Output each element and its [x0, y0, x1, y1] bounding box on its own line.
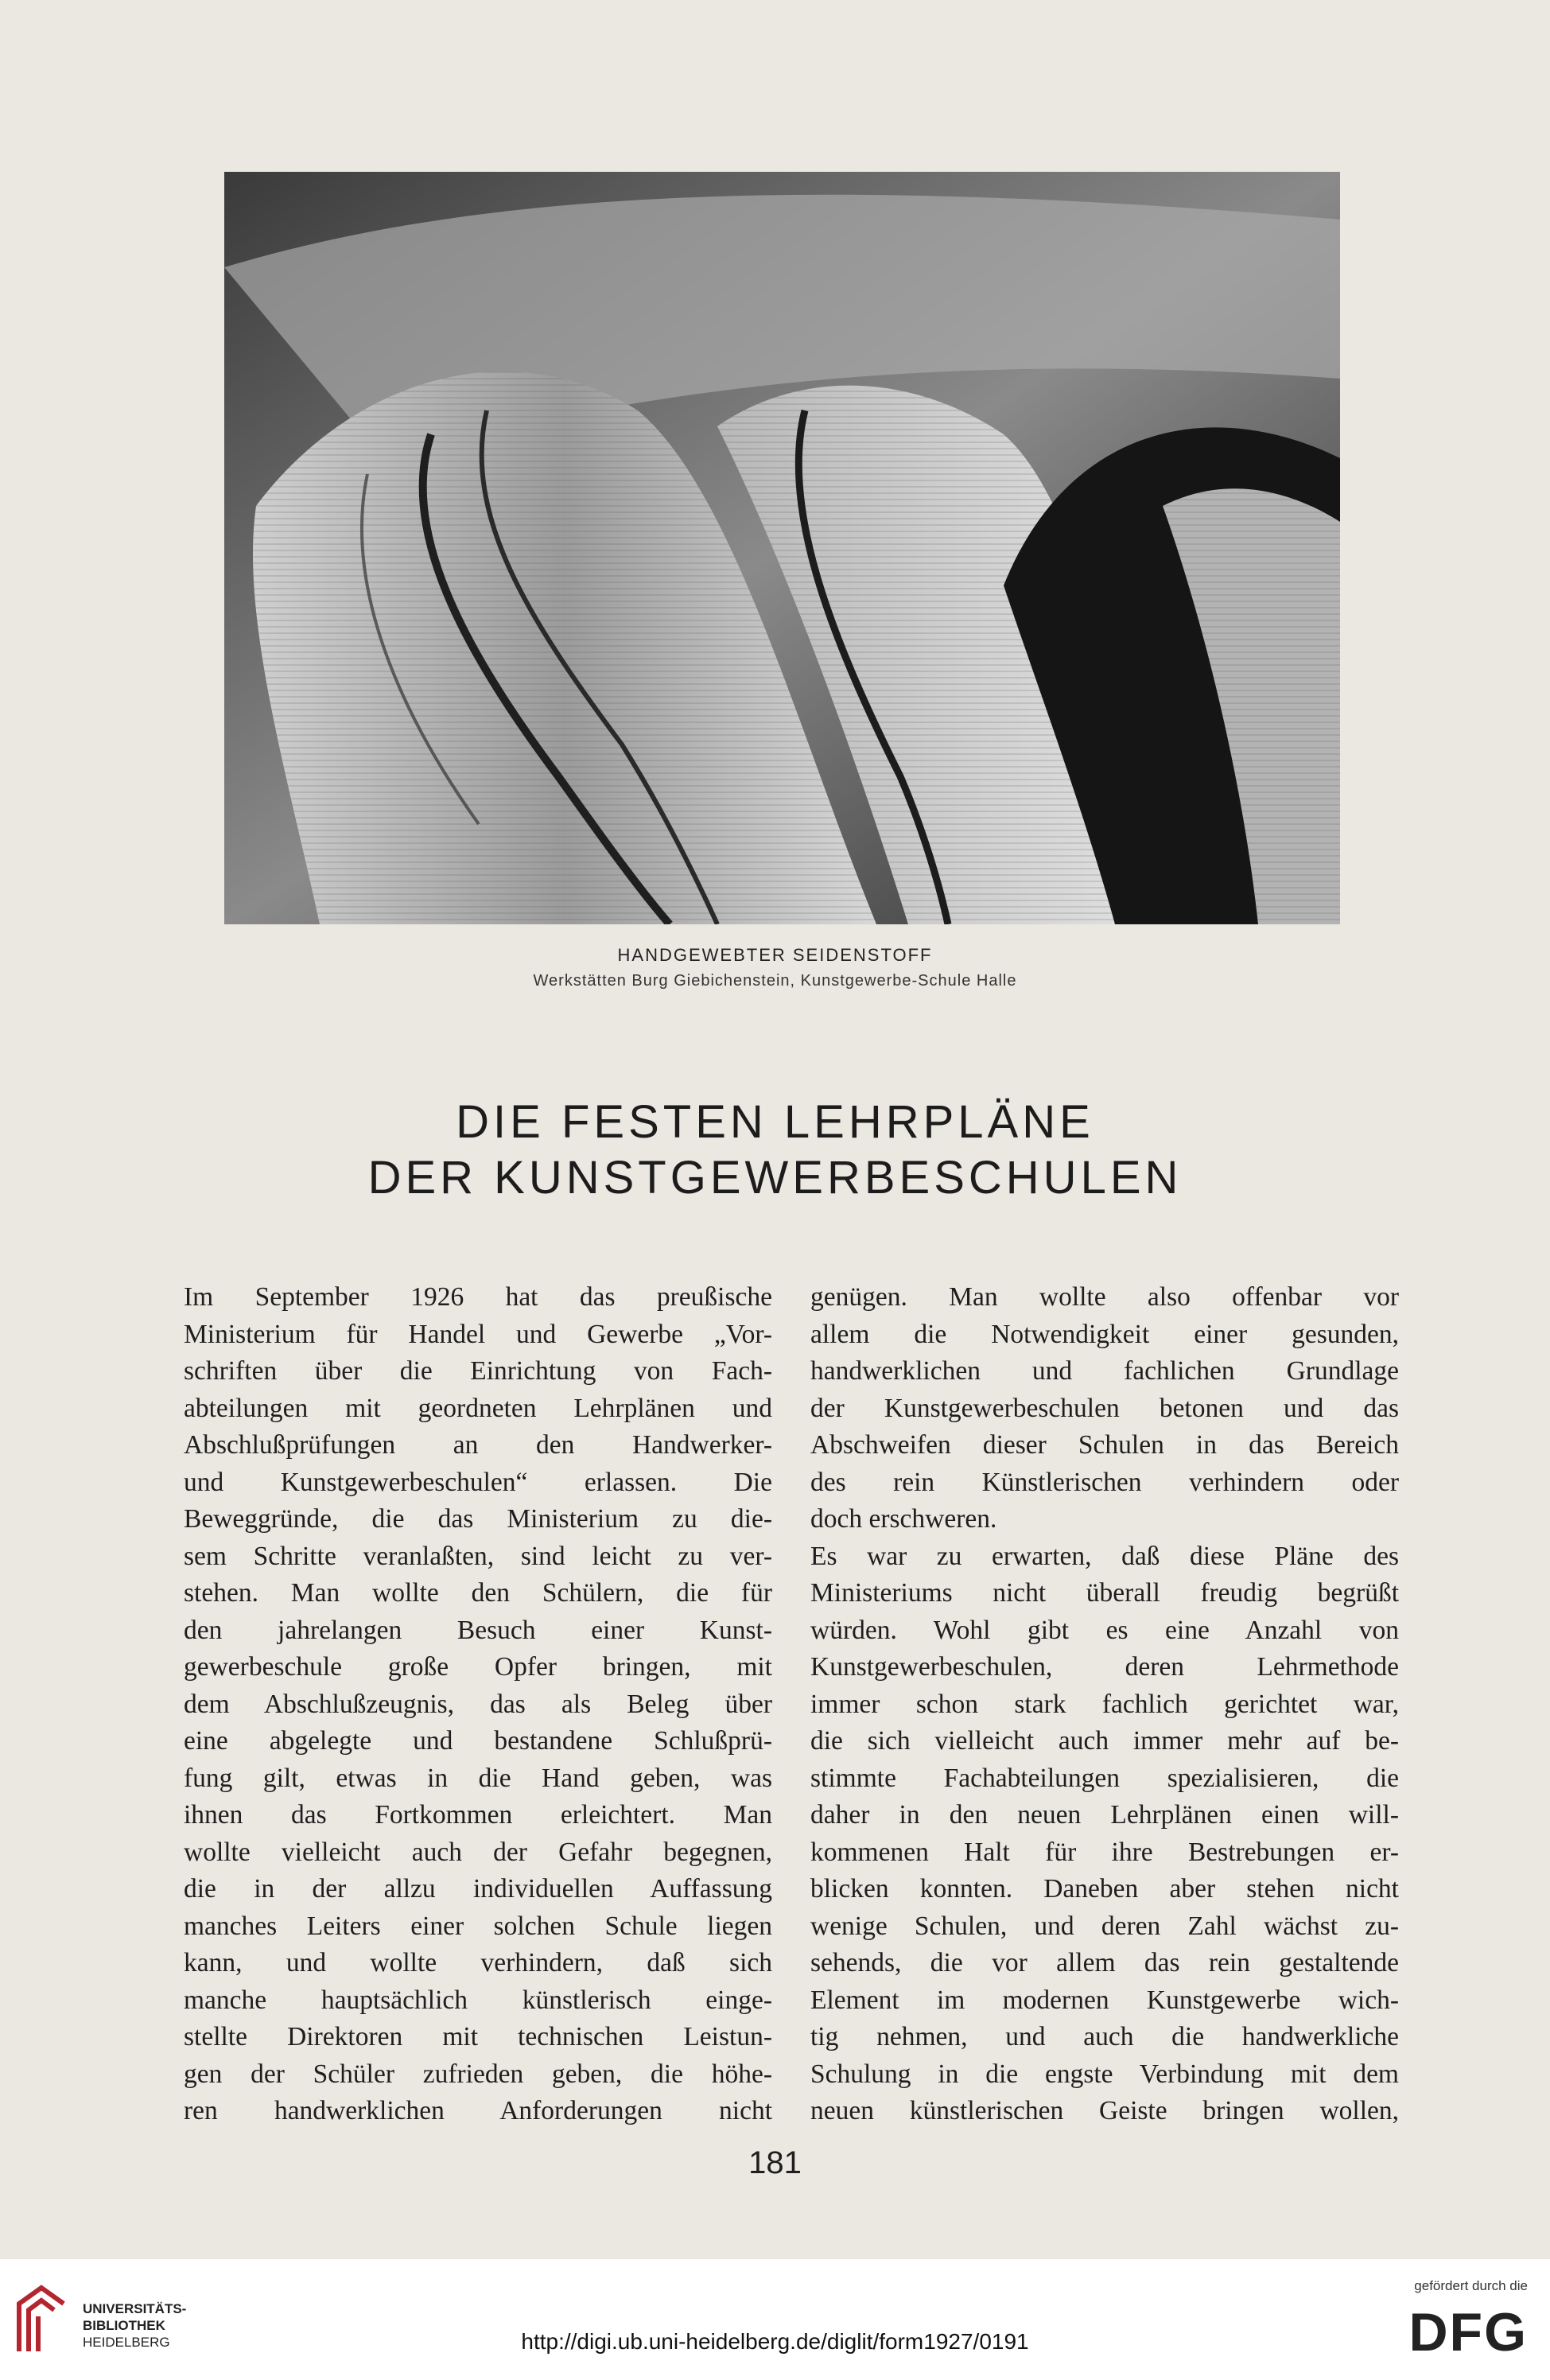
photo-caption-credit: Werkstätten Burg Giebichenstein, Kunstgewerbe-Schule Halle [533, 972, 1017, 990]
text-line: gen der Schüler zufrieden geben, die höhe- [184, 2059, 772, 2089]
library-name-line1: UNIVERSITÄTS- [83, 2301, 187, 2316]
text-line: sem Schritte veranlaßten, sind leicht zu ver- [184, 1541, 772, 1571]
page-number: 181 [748, 2145, 802, 2180]
text-line: blicken konnten. Daneben aber stehen nicht [810, 1874, 1399, 1904]
text-line: Abschlußprüfungen an den Handwerker- [184, 1430, 772, 1460]
text-line: handwerklichen und fachlichen Grundlage [810, 1356, 1399, 1386]
text-line: würden. Wohl gibt es eine Anzahl von [810, 1615, 1399, 1645]
text-column-right [810, 1279, 1399, 2130]
text-line: Es war zu erwarten, daß diese Pläne des [810, 1541, 1399, 1571]
text-line: neuen künstlerischen Geiste bringen wollen, [810, 2096, 1399, 2125]
text-line: allem die Notwendigkeit einer gesunden, [810, 1319, 1399, 1349]
text-line: manche hauptsächlich künstlerisch einge- [184, 1985, 772, 2015]
text-line: Schulung in die engste Verbindung mit dem [810, 2059, 1399, 2089]
text-line: schriften über die Einrichtung von Fach- [184, 1356, 772, 1386]
source-url-link[interactable]: http://digi.ub.uni-heidelberg.de/diglit/form1927/0191 [521, 2329, 1029, 2354]
text-line: Kunstgewerbeschulen, deren Lehrmethode [810, 1652, 1399, 1682]
text-line: Element im modernen Kunstgewerbe wich- [810, 1985, 1399, 2015]
text-line: gewerbeschule große Opfer bringen, mit [184, 1652, 772, 1682]
library-name-line3: HEIDELBERG [83, 2335, 170, 2350]
text-line: eine abgelegte und bestandene Schlußprü- [184, 1726, 772, 1756]
text-line: die in der allzu individuellen Auffassung [184, 1874, 772, 1904]
text-line: tig nehmen, und auch die handwerkliche [810, 2022, 1399, 2051]
funding-label: gefördert durch die [1414, 2278, 1528, 2293]
text-line: den jahrelangen Besuch einer Kunst- [184, 1615, 772, 1645]
text-line: der Kunstgewerbeschulen betonen und das [810, 1393, 1399, 1423]
text-line: sehends, die vor allem das rein gestaltende [810, 1948, 1399, 1978]
text-line: Abschweifen dieser Schulen in das Bereich [810, 1430, 1399, 1460]
text-line: stellte Direktoren mit technischen Leistun- [184, 2022, 772, 2051]
library-name-line2: BIBLIOTHEK [83, 2318, 165, 2333]
text-line: stehen. Man wollte den Schülern, die für [184, 1578, 772, 1608]
photo-caption-title: HANDGEWEBTER SEIDENSTOFF [617, 945, 933, 965]
text-line: stimmte Fachabteilungen spezialisieren, die [810, 1763, 1399, 1793]
text-line: Ministerium für Handel und Gewerbe „Vor- [184, 1319, 772, 1349]
text-line: und Kunstgewerbeschulen“ erlassen. Die [184, 1467, 772, 1497]
text-line: ren handwerklichen Anforderungen nicht [184, 2096, 772, 2125]
text-line: Beweggründe, die das Ministerium zu die- [184, 1504, 772, 1534]
article-heading-line1: DIE FESTEN LEHRPLÄNE [456, 1096, 1094, 1148]
fabric-image [224, 172, 1340, 924]
text-line: Im September 1926 hat das preußische [184, 1282, 772, 1312]
text-line: ihnen das Fortkommen erleichtert. Man [184, 1800, 772, 1830]
digitization-footer [0, 2259, 1550, 2380]
text-line: immer schon stark fachlich gerichtet war, [810, 1689, 1399, 1719]
text-line: daher in den neuen Lehrplänen einen will- [810, 1800, 1399, 1830]
text-line: die sich vielleicht auch immer mehr auf be- [810, 1726, 1399, 1756]
text-line: wollte vielleicht auch der Gefahr begegnen, [184, 1837, 772, 1867]
text-line: kommenen Halt für ihre Bestrebungen er- [810, 1837, 1399, 1867]
text-line: fung gilt, etwas in die Hand geben, was [184, 1763, 772, 1793]
text-line: des rein Künstlerischen verhindern oder [810, 1467, 1399, 1497]
text-column-left [184, 1279, 772, 2130]
text-line: manches Leiters einer solchen Schule liegen [184, 1911, 772, 1941]
text-line: doch erschweren. [810, 1504, 997, 1534]
text-line: kann, und wollte verhindern, daß sich [184, 1948, 772, 1978]
article-heading-line2: DER KUNSTGEWERBESCHULEN [367, 1152, 1183, 1204]
dfg-logo: DFG [1408, 2302, 1528, 2362]
text-line: dem Abschlußzeugnis, das als Beleg über [184, 1689, 772, 1719]
text-line: wenige Schulen, und deren Zahl wächst zu- [810, 1911, 1399, 1941]
text-line: genügen. Man wollte also offenbar vor [810, 1282, 1399, 1312]
silk-fabric-photo [224, 172, 1340, 924]
text-line: abteilungen mit geordneten Lehrplänen und [184, 1393, 772, 1423]
text-line: Ministeriums nicht überall freudig begrüßt [810, 1578, 1399, 1608]
